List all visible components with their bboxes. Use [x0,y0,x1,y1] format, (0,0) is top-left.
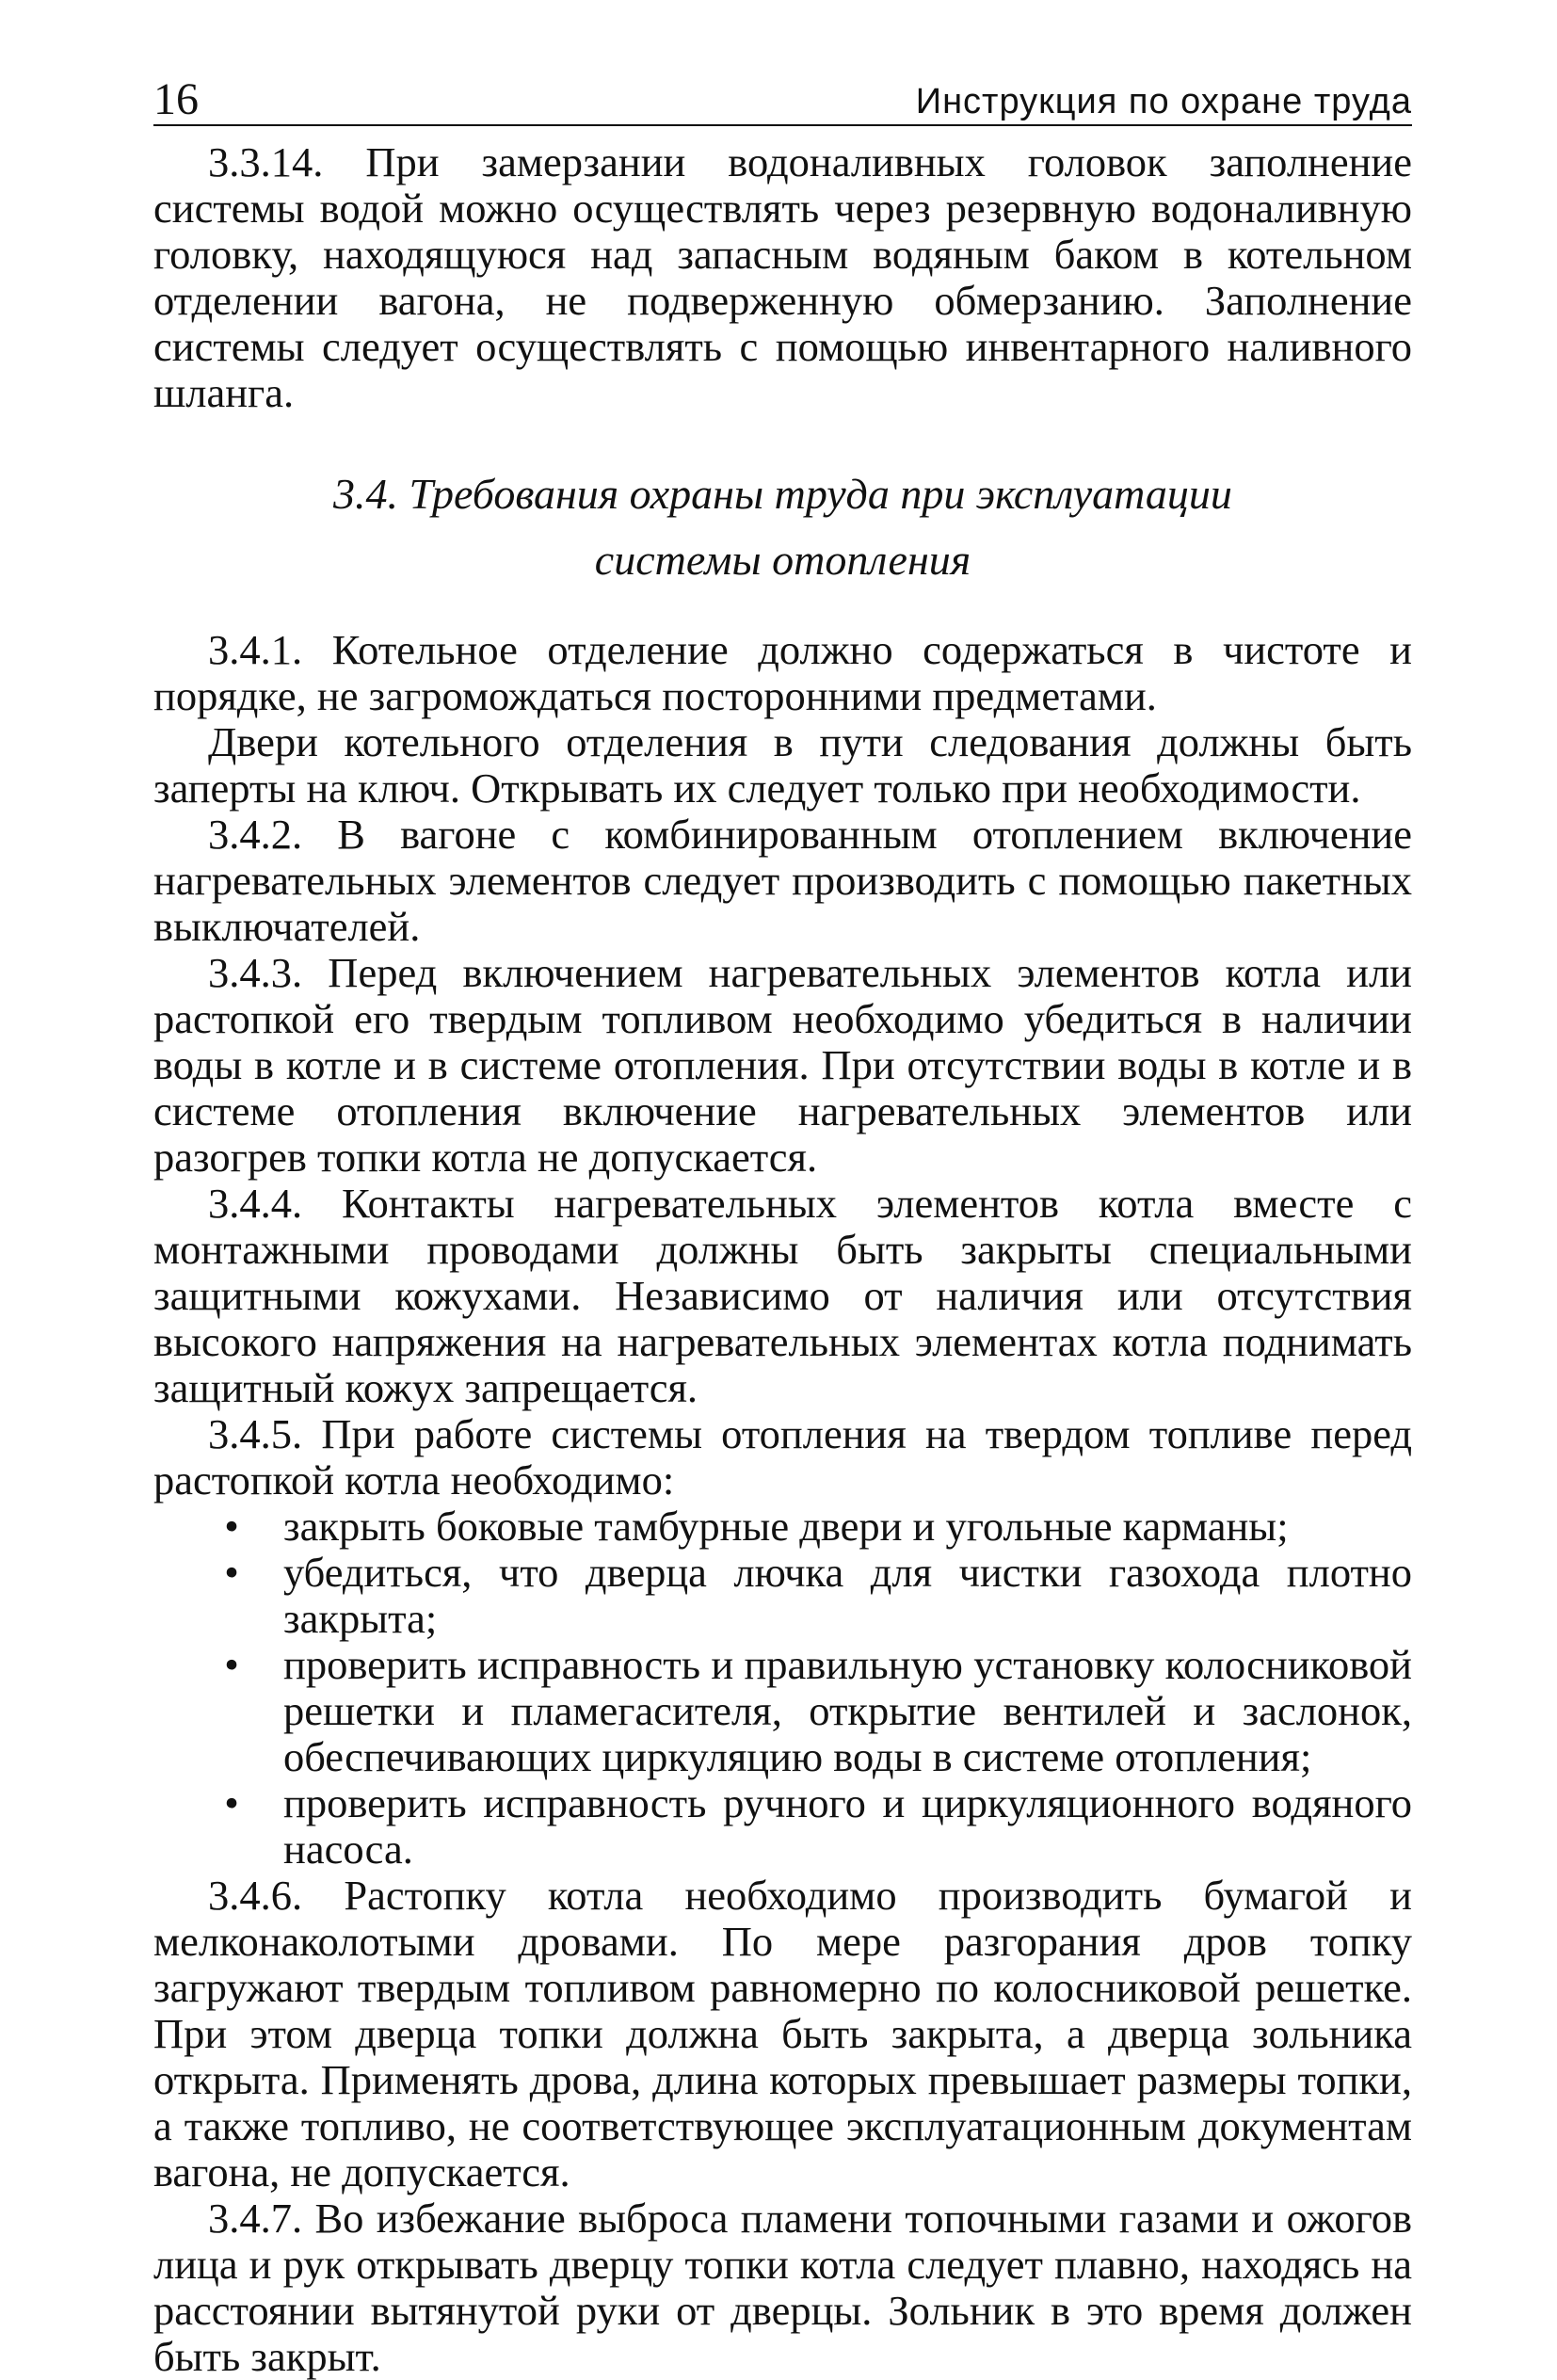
list-item-text: закрыть боковые тамбурные двери и угольные карманы; [283,1503,1289,1550]
page-number: 16 [153,74,199,124]
paragraph-doors: Двери котельного отделения в пути следования должны быть заперты на ключ. Открывать их следует только при необходимости. [153,718,1412,812]
list-item [153,1642,1412,1780]
bullet-icon: • [224,1503,239,1550]
list-item [153,1780,1412,1873]
bullet-icon: • [224,1549,239,1596]
bullet-icon: • [224,1779,239,1826]
bullet-list [153,1504,1412,1873]
paragraph-3-4-5: 3.4.5. При работе системы отопления на твердом топливе перед растопкой котла необходимо: [153,1410,1412,1504]
section-heading [153,461,1412,593]
paragraph-3-4-2: 3.4.2. В вагоне с комбинированным отоплением включение нагревательных элементов следует производить с помощью пакетных выключателей. [153,811,1412,950]
list-item-text: проверить исправность и правильную установку колосниковой решетки и пламегасителя, открытие вентилей и заслонок, обеспечивающих циркуляцию воды в системе отопления; [283,1641,1412,1780]
paragraph-3-4-6: 3.4.6. Растопку котла необходимо производить бумагой и мелконаколотыми дровами. По мере разгорания дров топку загружают твердым топливом равномерно по колосниковой решетке. При этом дверца топки должна быть закрыта, а дверца зольника открыта. Применять дрова, длина которых превышает размеры топки, а также топливо, не соответствующее эксплуатационным документам вагона, не допускается. [153,1872,1412,2195]
list-item [153,1504,1412,1550]
document-page [153,66,1412,2380]
list-item-text: проверить исправность ручного и циркуляционного водяного насоса. [283,1779,1412,1873]
paragraph-3-4-7: 3.4.7. Во избежание выброса пламени топочными газами и ожогов лица и рук открывать дверцу топки котла следует плавно, находясь на расстоянии вытянутой руки от дверцы. Зольник в это время должен быть закрыт. [153,2195,1412,2380]
list-item [153,1550,1412,1642]
bullet-icon: • [224,1641,239,1688]
paragraph-3-3-14: 3.3.14. При замерзании водоналивных головок заполнение системы водой можно осуществлять через резервную водоналивную головку, находящуюся над запасным водяным баком в котельном отделении вагона, не подверженную обмерзанию. Заполнение системы следует осуществлять с помощью инвентарного наливного шланга. [153,138,1412,416]
list-item-text: убедиться, что дверца лючка для чистки газохода плотно закрыта; [283,1549,1412,1642]
document-body [153,139,1412,2380]
paragraph-3-4-3: 3.4.3. Перед включением нагревательных элементов котла или растопкой его твердым топливом необходимо убедиться в наличии воды в котле и в системе отопления. При отсутствии воды в котле и в системе отопления включение нагревательных элементов или разогрев топки котла не допускается. [153,949,1412,1181]
running-title: Инструкция по охране труда [915,82,1412,121]
paragraph-3-4-4: 3.4.4. Контакты нагревательных элементов котла вместе с монтажными проводами должны быть закрыты специальными защитными кожухами. Независимо от наличия или отсутствия высокого напряжения на нагревательных элементах котла поднимать защитный кожух запрещается. [153,1180,1412,1411]
paragraph-3-4-1: 3.4.1. Котельное отделение должно содержаться в чистоте и порядке, не загромождаться посторонними предметами. [153,626,1412,719]
section-heading-line-2: системы отопления [594,536,971,584]
section-heading-line-1: 3.4. Требования охраны труда при эксплуатации [333,470,1232,518]
page-header [153,66,1412,126]
